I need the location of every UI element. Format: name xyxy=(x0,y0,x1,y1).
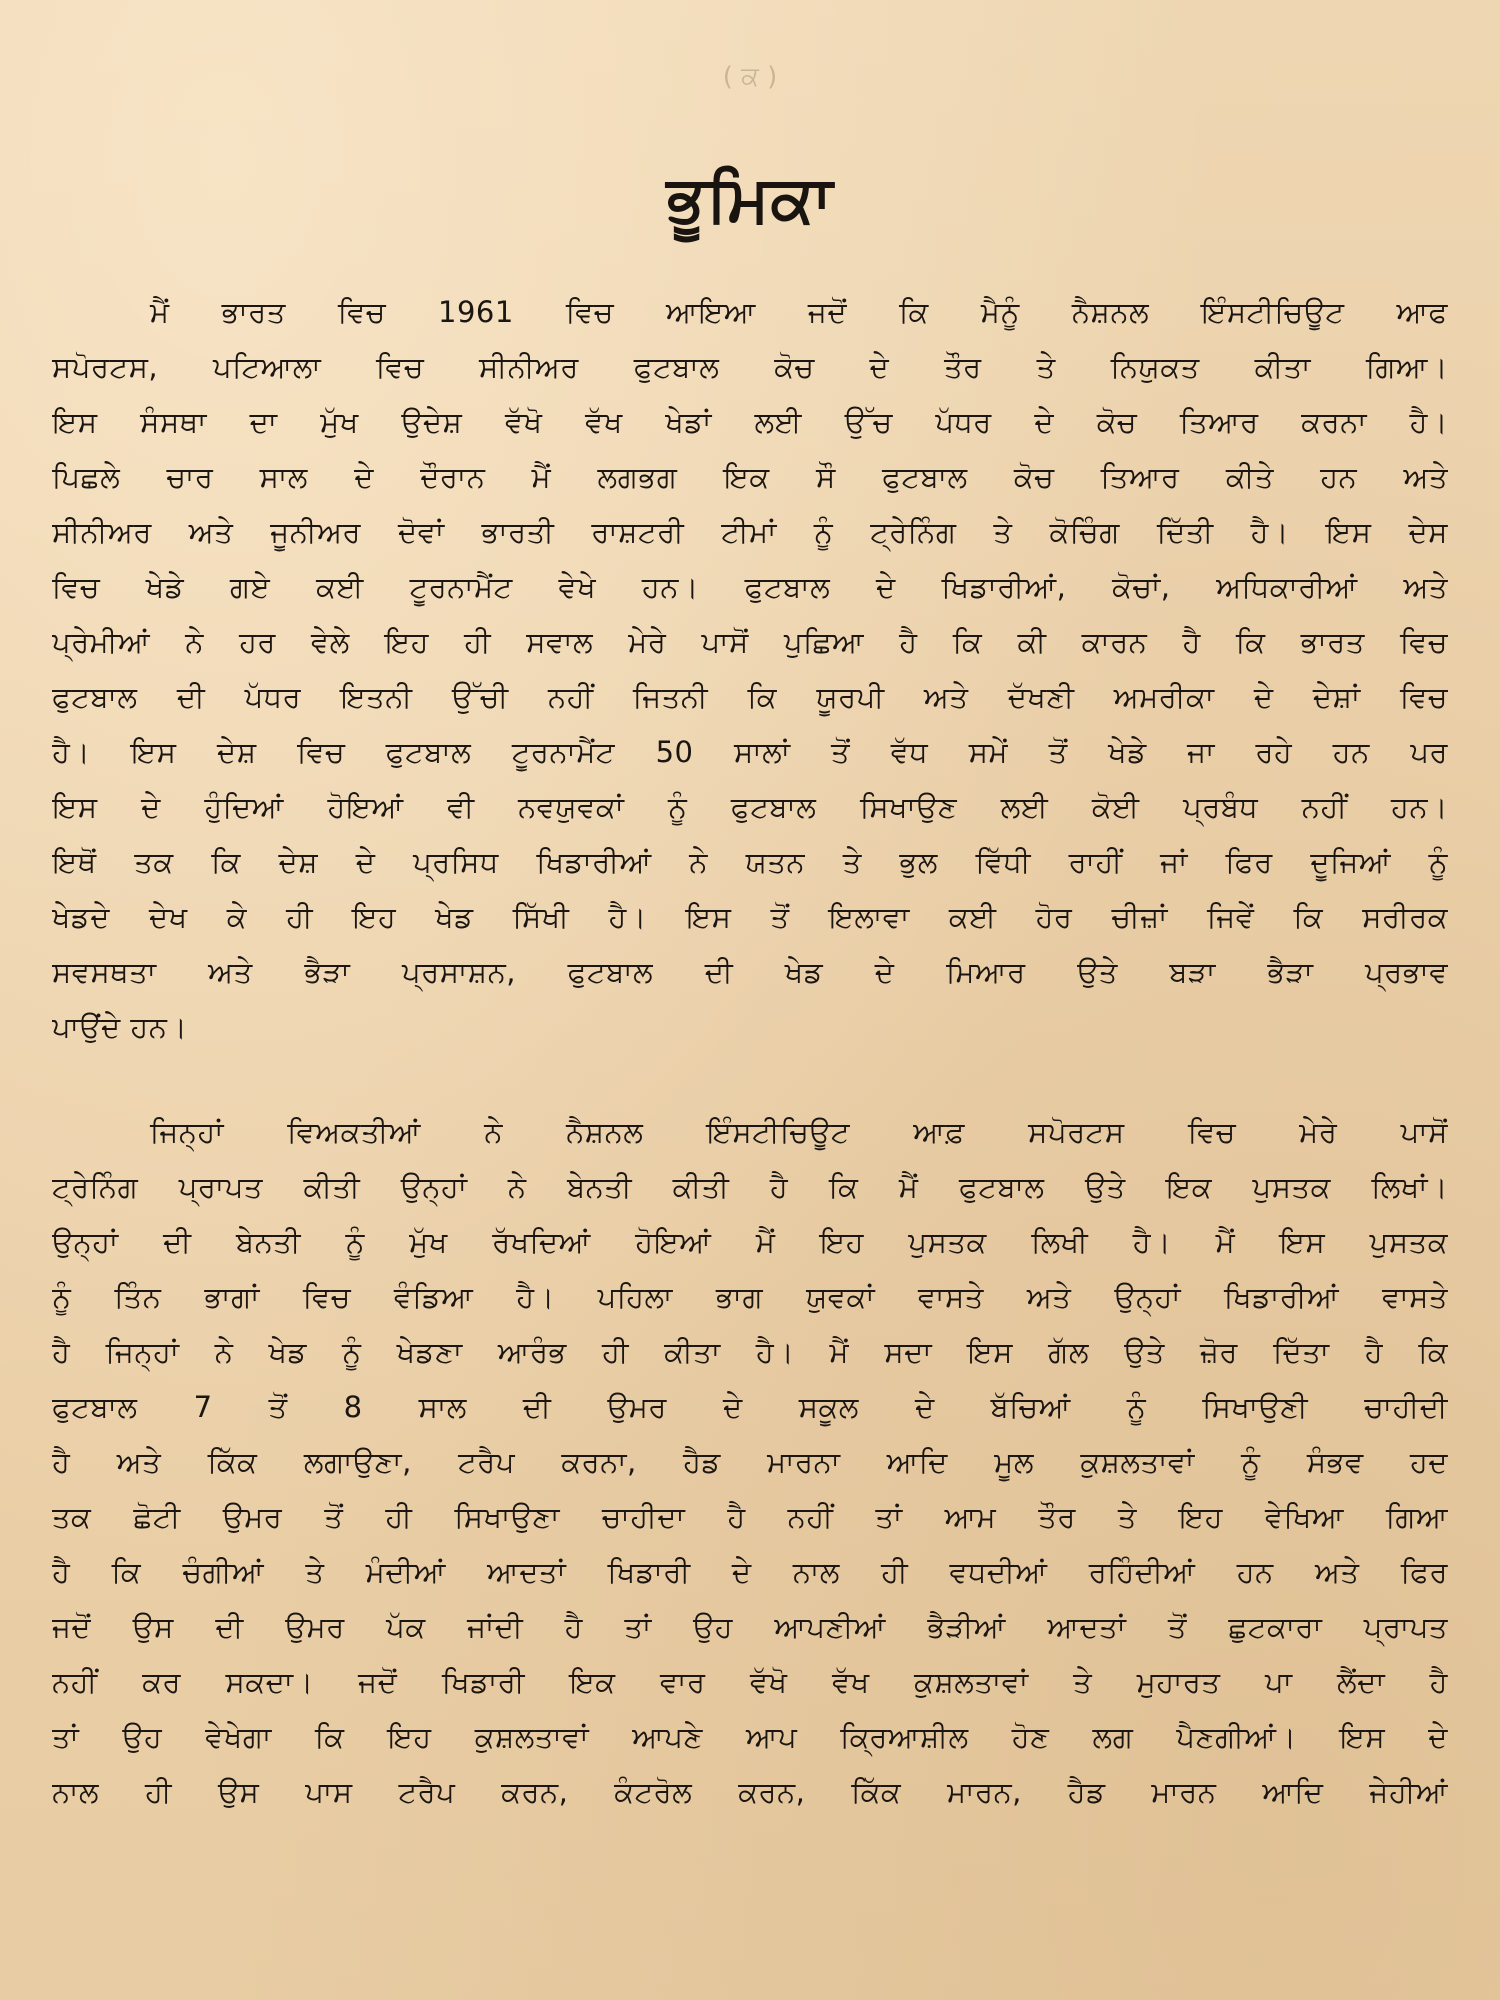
text-line: ਸਵਸਥਤਾ ਅਤੇ ਭੈੜਾ ਪ੍ਰਸਾਸ਼ਨ, ਫੁਟਬਾਲ ਦੀ ਖੇਡ ਦੇ ਮਿਆਰ ਉਤੇ ਬੜਾ ਭੈੜਾ ਪ੍ਰਭਾਵ xyxy=(52,955,1448,989)
text-line: ਉਨ੍ਹਾਂ ਦੀ ਬੇਨਤੀ ਨੂੰ ਮੁੱਖ ਰੱਖਦਿਆਂ ਹੋਇਆਂ ਮੈਂ ਇਹ ਪੁਸਤਕ ਲਿਖੀ ਹੈ। ਮੈਂ ਇਸ ਪੁਸਤਕ xyxy=(52,1225,1448,1259)
page-number: ( ਕ ) xyxy=(722,62,778,92)
paragraph-1 xyxy=(52,285,1448,1055)
text-line: ਫੁਟਬਾਲ 7 ਤੋਂ 8 ਸਾਲ ਦੀ ਉਮਰ ਦੇ ਸਕੂਲ ਦੇ ਬੱਚਿਆਂ ਨੂੰ ਸਿਖਾਉਣੀ ਚਾਹੀਦੀ xyxy=(52,1390,1448,1424)
text-line: ਖੇਡਦੇ ਦੇਖ ਕੇ ਹੀ ਇਹ ਖੇਡ ਸਿੱਖੀ ਹੈ। ਇਸ ਤੋਂ ਇਲਾਵਾ ਕਈ ਹੋਰ ਚੀਜ਼ਾਂ ਜਿਵੇਂ ਕਿ ਸਰੀਰਕ xyxy=(52,900,1448,934)
text-line: ਨਹੀਂ ਕਰ ਸਕਦਾ। ਜਦੋਂ ਖਿਡਾਰੀ ਇਕ ਵਾਰ ਵੱਖੋ ਵੱਖ ਕੁਸ਼ਲਤਾਵਾਂ ਤੇ ਮੁਹਾਰਤ ਪਾ ਲੈਂਦਾ ਹੈ xyxy=(52,1665,1448,1699)
text-line: ਨਾਲ ਹੀ ਉਸ ਪਾਸ ਟਰੈਪ ਕਰਨ, ਕੰਟਰੋਲ ਕਰਨ, ਕਿੱਕ ਮਾਰਨ, ਹੈਡ ਮਾਰਨ ਆਦਿ ਜੇਹੀਆਂ xyxy=(52,1775,1448,1809)
text-line: ਮੈਂ ਭਾਰਤ ਵਿਚ 1961 ਵਿਚ ਆਇਆ ਜਦੋਂ ਕਿ ਮੈਨੂੰ ਨੈਸ਼ਨਲ ਇੰਸਟੀਚਿਊਟ ਆਫ xyxy=(150,295,1448,329)
text-line: ਇਥੋਂ ਤਕ ਕਿ ਦੇਸ਼ ਦੇ ਪ੍ਰਸਿਧ ਖਿਡਾਰੀਆਂ ਨੇ ਯਤਨ ਤੇ ਭੁਲ ਵਿੱਧੀ ਰਾਹੀਂ ਜਾਂ ਫਿਰ ਦੂਜਿਆਂ ਨੂੰ xyxy=(52,845,1448,879)
text-line: ਹੈ ਜਿਨ੍ਹਾਂ ਨੇ ਖੇਡ ਨੂੰ ਖੇਡਣਾ ਆਰੰਭ ਹੀ ਕੀਤਾ ਹੈ। ਮੈਂ ਸਦਾ ਇਸ ਗੱਲ ਉਤੇ ਜ਼ੋਰ ਦਿੱਤਾ ਹੈ ਕਿ xyxy=(52,1335,1448,1369)
text-line: ਪਿਛਲੇ ਚਾਰ ਸਾਲ ਦੇ ਦੌਰਾਨ ਮੈਂ ਲਗਭਗ ਇਕ ਸੌ ਫੁਟਬਾਲ ਕੋਚ ਤਿਆਰ ਕੀਤੇ ਹਨ ਅਤੇ xyxy=(52,460,1448,494)
text-line: ਜਦੋਂ ਉਸ ਦੀ ਉਮਰ ਪੱਕ ਜਾਂਦੀ ਹੈ ਤਾਂ ਉਹ ਆਪਣੀਆਂ ਭੈੜੀਆਂ ਆਦਤਾਂ ਤੋਂ ਛੁਟਕਾਰਾ ਪ੍ਰਾਪਤ xyxy=(52,1610,1448,1644)
text-line: ਟ੍ਰੇਨਿੰਗ ਪ੍ਰਾਪਤ ਕੀਤੀ ਉਨ੍ਹਾਂ ਨੇ ਬੇਨਤੀ ਕੀਤੀ ਹੈ ਕਿ ਮੈਂ ਫੁਟਬਾਲ ਉਤੇ ਇਕ ਪੁਸਤਕ ਲਿਖਾਂ। xyxy=(52,1170,1448,1204)
text-line: ਹੈ ਅਤੇ ਕਿੱਕ ਲਗਾਉਣਾ, ਟਰੈਪ ਕਰਨਾ, ਹੈਡ ਮਾਰਨਾ ਆਦਿ ਮੂਲ ਕੁਸ਼ਲਤਾਵਾਂ ਨੂੰ ਸੰਭਵ ਹਦ xyxy=(52,1445,1448,1479)
text-line: ਤਾਂ ਉਹ ਵੇਖੇਗਾ ਕਿ ਇਹ ਕੁਸ਼ਲਤਾਵਾਂ ਆਪਣੇ ਆਪ ਕ੍ਰਿਆਸ਼ੀਲ ਹੋਣ ਲਗ ਪੈਣਗੀਆਂ। ਇਸ ਦੇ xyxy=(52,1720,1448,1754)
text-line: ਸਪੋਰਟਸ, ਪਟਿਆਲਾ ਵਿਚ ਸੀਨੀਅਰ ਫੁਟਬਾਲ ਕੋਚ ਦੇ ਤੌਰ ਤੇ ਨਿਯੁਕਤ ਕੀਤਾ ਗਿਆ। xyxy=(52,350,1448,384)
text-line: ਫੁਟਬਾਲ ਦੀ ਪੱਧਰ ਇਤਨੀ ਉੱਚੀ ਨਹੀਂ ਜਿਤਨੀ ਕਿ ਯੂਰਪੀ ਅਤੇ ਦੱਖਣੀ ਅਮਰੀਕਾ ਦੇ ਦੇਸ਼ਾਂ ਵਿਚ xyxy=(52,680,1448,714)
page-title: ਭੂਮਿਕਾ xyxy=(666,163,834,237)
body-text xyxy=(52,285,1448,1820)
text-line: ਪ੍ਰੇਮੀਆਂ ਨੇ ਹਰ ਵੇਲੇ ਇਹ ਹੀ ਸਵਾਲ ਮੇਰੇ ਪਾਸੋਂ ਪੁਛਿਆ ਹੈ ਕਿ ਕੀ ਕਾਰਨ ਹੈ ਕਿ ਭਾਰਤ ਵਿਚ xyxy=(52,625,1448,659)
text-line: ਜਿਨ੍ਹਾਂ ਵਿਅਕਤੀਆਂ ਨੇ ਨੈਸ਼ਨਲ ਇੰਸਟੀਚਿਊਟ ਆਫ਼ ਸਪੋਰਟਸ ਵਿਚ ਮੇਰੇ ਪਾਸੋਂ xyxy=(150,1115,1448,1149)
text-line: ਵਿਚ ਖੇਡੇ ਗਏ ਕਈ ਟੂਰਨਾਮੈਂਟ ਵੇਖੇ ਹਨ। ਫੁਟਬਾਲ ਦੇ ਖਿਡਾਰੀਆਂ, ਕੋਚਾਂ, ਅਧਿਕਾਰੀਆਂ ਅਤੇ xyxy=(52,570,1448,604)
text-line: ਇਸ ਸੰਸਥਾ ਦਾ ਮੁੱਖ ਉਦੇਸ਼ ਵੱਖੋ ਵੱਖ ਖੇਡਾਂ ਲਈ ਉੱਚ ਪੱਧਰ ਦੇ ਕੋਚ ਤਿਆਰ ਕਰਨਾ ਹੈ। xyxy=(52,405,1448,439)
text-line: ਹੈ। ਇਸ ਦੇਸ਼ ਵਿਚ ਫੁਟਬਾਲ ਟੂਰਨਾਮੈਂਟ 50 ਸਾਲਾਂ ਤੋਂ ਵੱਧ ਸਮੇਂ ਤੋਂ ਖੇਡੇ ਜਾ ਰਹੇ ਹਨ ਪਰ xyxy=(52,735,1448,769)
text-line: ਤਕ ਛੋਟੀ ਉਮਰ ਤੋਂ ਹੀ ਸਿਖਾਉਣਾ ਚਾਹੀਦਾ ਹੈ ਨਹੀਂ ਤਾਂ ਆਮ ਤੌਰ ਤੇ ਇਹ ਵੇਖਿਆ ਗਿਆ xyxy=(52,1500,1448,1534)
paragraph-2 xyxy=(52,1105,1448,1820)
text-line: ਪਾਉਂਦੇ ਹਨ। xyxy=(52,1010,188,1044)
text-line: ਨੂੰ ਤਿੰਨ ਭਾਗਾਂ ਵਿਚ ਵੰਡਿਆ ਹੈ। ਪਹਿਲਾ ਭਾਗ ਯੁਵਕਾਂ ਵਾਸਤੇ ਅਤੇ ਉਨ੍ਹਾਂ ਖਿਡਾਰੀਆਂ ਵਾਸਤੇ xyxy=(52,1280,1448,1314)
text-line: ਹੈ ਕਿ ਚੰਗੀਆਂ ਤੇ ਮੰਦੀਆਂ ਆਦਤਾਂ ਖਿਡਾਰੀ ਦੇ ਨਾਲ ਹੀ ਵਧਦੀਆਂ ਰਹਿੰਦੀਆਂ ਹਨ ਅਤੇ ਫਿਰ xyxy=(52,1555,1448,1589)
text-line: ਸੀਨੀਅਰ ਅਤੇ ਜੂਨੀਅਰ ਦੋਵਾਂ ਭਾਰਤੀ ਰਾਸ਼ਟਰੀ ਟੀਮਾਂ ਨੂੰ ਟ੍ਰੇਨਿੰਗ ਤੇ ਕੋਚਿੰਗ ਦਿੱਤੀ ਹੈ। ਇਸ ਦੇਸ xyxy=(52,515,1448,549)
text-line: ਇਸ ਦੇ ਹੁੰਦਿਆਂ ਹੋਇਆਂ ਵੀ ਨਵਯੁਵਕਾਂ ਨੂੰ ਫੁਟਬਾਲ ਸਿਖਾਉਣ ਲਈ ਕੋਈ ਪ੍ਰਬੰਧ ਨਹੀਂ ਹਨ। xyxy=(52,790,1448,824)
